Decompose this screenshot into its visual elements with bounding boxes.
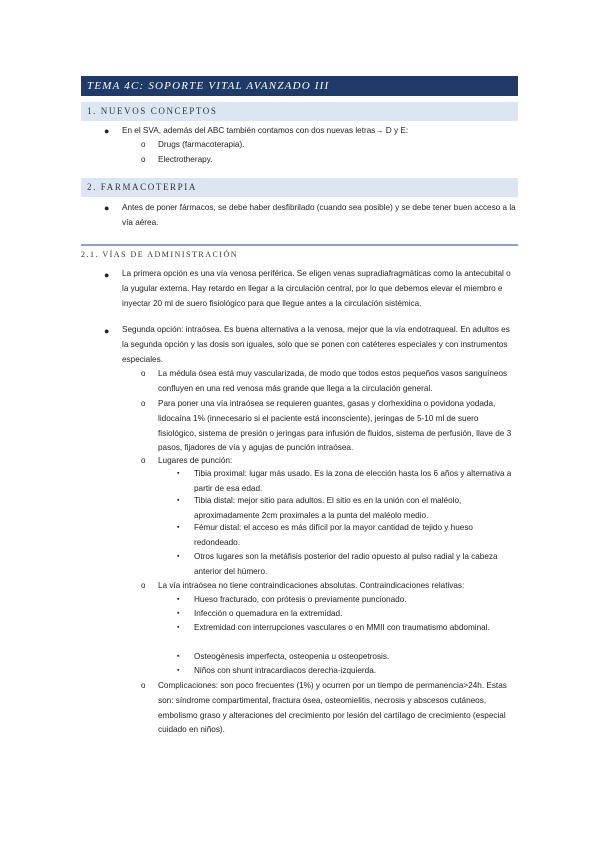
sub-sub-item: Otros lugares son la metáfisis posterior del radio opuesto al pulso radial y la cabeza anterior del húmero. bbox=[194, 552, 498, 576]
sub-item: La vía intraósea no tiene contraindicaciones absolutas. Contraindicaciones relativas: bbox=[158, 581, 465, 590]
circle-marker: o bbox=[141, 581, 146, 590]
sub-item: Drugs (farmacoterapia). bbox=[158, 140, 245, 149]
circle-marker: o bbox=[141, 681, 146, 690]
subsection-heading: 2.1. VÍAS DE ADMINISTRACIÓN bbox=[81, 250, 239, 259]
sub-item: La médula ósea está muy vascularizada, de modo que todos estos pequeños vasos sanguíneos confluyen en una red venosa más grande que llega a la circulación general. bbox=[158, 369, 508, 393]
bullet-marker: ● bbox=[104, 270, 110, 280]
sub-sub-item: Niños con shunt intracardiacos derecha-izquierda. bbox=[194, 666, 377, 675]
bullet-item: Segunda opción: intraósea. Es buena alternativa a la venosa, mejor que la vía endotraqueal. En adultos es la segunda opción y las dosis son iguales, solo que se ponen con catéteres especiales y con instrumentos especiales. bbox=[122, 325, 510, 364]
sub-item: Complicaciones: son poco frecuentes (1%) y ocurren por un tiempo de permanencia>24h. Estas son: síndrome compartimental, fractura ósea, osteomielitis, necrosis y abscesos cutáneos, embolismo graso y alteraciones del crecimiento por lesión del cartílago de crecimiento (especial cuidado en niños). bbox=[158, 681, 507, 735]
sub-sub-item: Tibia proximal: lugar más usado. Es la zona de elección hasta los 6 años y alternativa a partir de esa edad. bbox=[194, 469, 512, 493]
circle-marker: o bbox=[141, 456, 146, 465]
square-marker: ▪ bbox=[177, 553, 180, 560]
section-heading-2: 2. FARMACOTERPIA bbox=[81, 178, 518, 197]
sub-sub-item: Fémur distal: el acceso es más difícil por la mayor cantidad de tejido y hueso redondeado. bbox=[194, 523, 473, 547]
sub-item: Para poner una vía intraósea se requieren guantes, gasas y clorhexidina o povidona yodada, lidocaína 1% (innecesario si el paciente está inconsciente), jeringas de 5-10 ml de suero fisiológico, sistema de presión o jeringas para infusión de fluidos, sistema de perfusión, llave de 3 pasos, fijadores de vía y agujas de punción intraósea. bbox=[158, 399, 512, 453]
bullet-marker: ● bbox=[104, 126, 110, 136]
sub-sub-item: Tibia distal: mejor sitio para adultos. El sitio es en la unión con el maléolo, aproximadamente 2cm proximales a la punta del maléolo medio. bbox=[194, 496, 462, 520]
circle-marker: o bbox=[141, 369, 146, 378]
square-marker: ▪ bbox=[177, 524, 180, 531]
sub-sub-item: Hueso fracturado, con prótesis o previamente puncionado. bbox=[194, 595, 407, 604]
sub-sub-item: Infección o quemadura en la extremidad. bbox=[194, 609, 343, 618]
square-marker: ▪ bbox=[177, 596, 180, 603]
circle-marker: o bbox=[141, 399, 146, 408]
sub-sub-item: Extremidad con interrupciones vasculares o en MMII con traumatismo abdominal. bbox=[194, 623, 490, 632]
bullet-item: La primera opción es una vía venosa periférica. Se eligen venas supradiafragmáticas como la antecubital o la yugular externa. Hay retardo en llegar a la circulación central, por lo que debemos elevar el miembro e inyectar 20 ml de suero fisiológico para que llegue antes a la circulación sistémica. bbox=[122, 269, 511, 308]
square-marker: ▪ bbox=[177, 667, 180, 674]
sub-sub-item: Osteogénesis imperfecta, osteopenia u osteopetrosis. bbox=[194, 652, 390, 661]
square-marker: ▪ bbox=[177, 610, 180, 617]
sub-item: Lugares de punción: bbox=[158, 456, 233, 465]
subsection-rule bbox=[81, 244, 518, 246]
document-title: TEMA 4C: SOPORTE VITAL AVANZADO III bbox=[81, 76, 518, 96]
square-marker: ▪ bbox=[177, 497, 180, 504]
section-heading-1: 1. NUEVOS CONCEPTOS bbox=[81, 102, 518, 121]
bullet-marker: ● bbox=[104, 326, 110, 336]
circle-marker: o bbox=[141, 155, 146, 164]
bullet-item: En el SVA, además del ABC también contamos con dos nuevas letras→ D y E: bbox=[122, 126, 409, 135]
sub-item: Electrotherapy. bbox=[158, 155, 213, 164]
square-marker: ▪ bbox=[177, 470, 180, 477]
bullet-marker: ● bbox=[104, 203, 110, 213]
square-marker: ▪ bbox=[177, 624, 180, 631]
circle-marker: o bbox=[141, 140, 146, 149]
square-marker: ▪ bbox=[177, 653, 180, 660]
bullet-item: Antes de poner fármacos, se debe haber desfibrilado (cuando sea posible) y se debe tener buen acceso a la vía aérea. bbox=[122, 203, 516, 227]
